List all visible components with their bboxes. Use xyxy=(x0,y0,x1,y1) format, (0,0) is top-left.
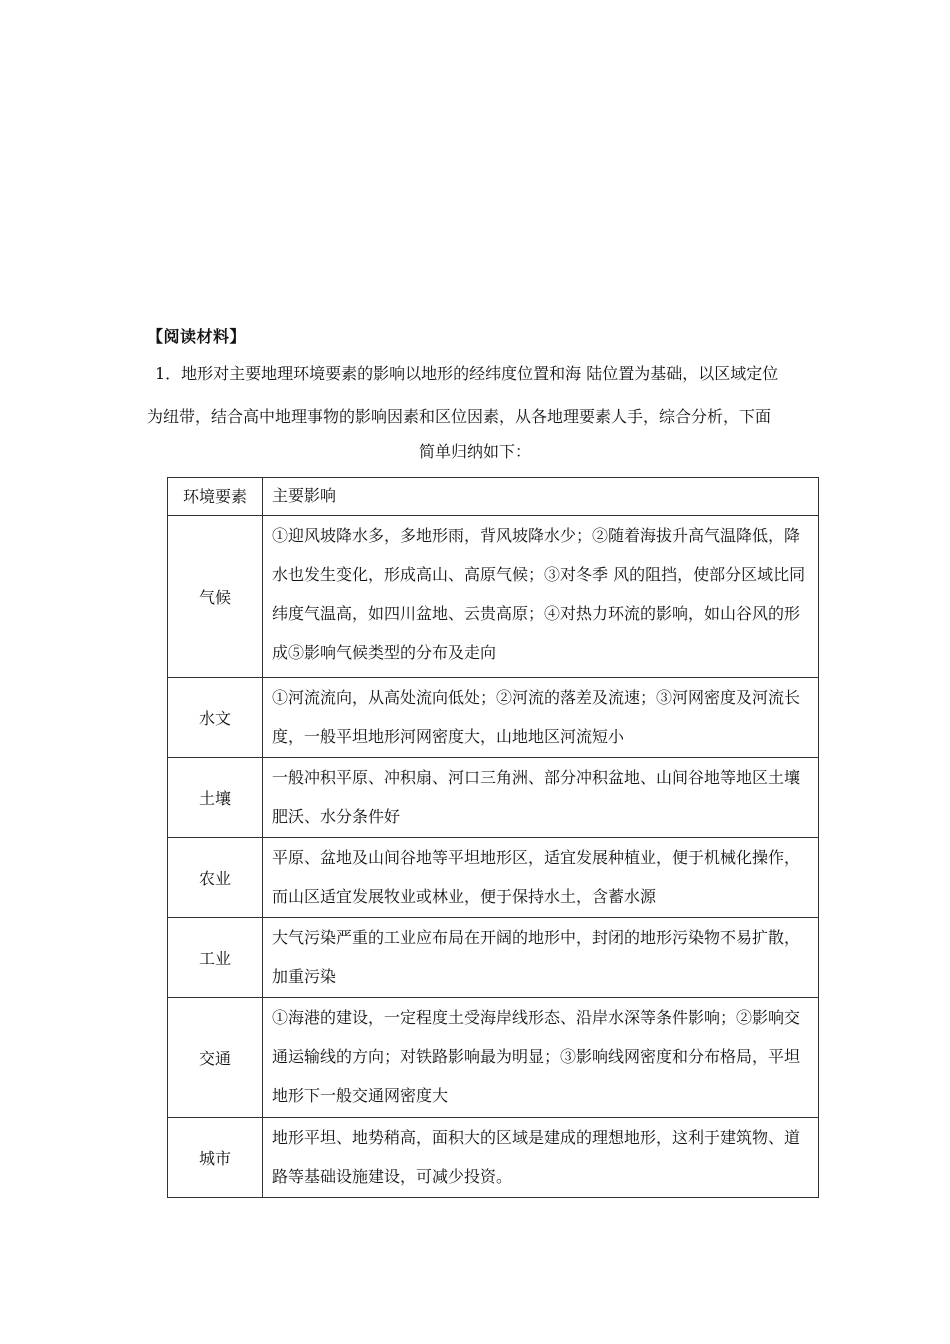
row-key-hydrology: 水文 xyxy=(168,678,263,758)
header-key-cell: 环境要素 xyxy=(168,478,263,516)
row-key-agriculture: 农业 xyxy=(168,838,263,918)
row-value-agriculture: 平原、盆地及山间谷地等平坦地形区，适宜发展种植业，便于机械化操作，而山区适宜发展牧业或林业，便于保持水土，含蓄水源 xyxy=(263,838,819,918)
table-row xyxy=(168,1118,819,1198)
row-value-climate: ①迎风坡降水多，多地形雨，背风坡降水少；②随着海拔升高气温降低，降水也发生变化，形成高山、高原气候；③对冬季 风的阻挡，使部分区域比同纬度气温高，如四川盆地、云贵高原；④对热力环流的影响，如山谷风的形成⑤影响气候类型的分布及走向 xyxy=(263,516,819,678)
table-header-row xyxy=(168,478,819,516)
table-row xyxy=(168,678,819,758)
intro-paragraph xyxy=(147,352,823,438)
reading-heading: 【阅读材料】 xyxy=(147,327,247,346)
header-value-cell: 主要影响 xyxy=(263,478,819,516)
intro-line-3: 简单归纳如下： xyxy=(418,442,531,461)
table-row xyxy=(168,998,819,1118)
table-row xyxy=(168,918,819,998)
row-key-climate: 气候 xyxy=(168,516,263,678)
row-value-transport: ①海港的建设，一定程度土受海岸线形态、沿岸水深等条件影响；②影响交通运输线的方向；对铁路影响最为明显；③影响线网密度和分布格局，平坦地形下一般交通网密度大 xyxy=(263,998,819,1118)
row-value-hydrology: ①河流流向，从高处流向低处；②河流的落差及流速；③河网密度及河流长度，一般平坦地形河网密度大，山地地区河流短小 xyxy=(263,678,819,758)
row-value-soil: 一般冲积平原、冲积扇、河口三角洲、部分冲积盆地、山间谷地等地区土壤肥沃、水分条件好 xyxy=(263,758,819,838)
row-key-industry: 工业 xyxy=(168,918,263,998)
terrain-influence-table xyxy=(167,477,819,1198)
row-value-industry: 大气污染严重的工业应布局在开阔的地形中，封闭的地形污染物不易扩散，加重污染 xyxy=(263,918,819,998)
table-row xyxy=(168,516,819,678)
table-row xyxy=(168,758,819,838)
intro-line-1: 1．地形对主要地理环境要素的影响以地形的经纬度位置和海 陆位置为基础，以区域定位 xyxy=(155,364,779,383)
row-key-transport: 交通 xyxy=(168,998,263,1118)
table-row xyxy=(168,838,819,918)
row-key-city: 城市 xyxy=(168,1118,263,1198)
intro-line-2: 为纽带，结合高中地理事物的影响因素和区位因素，从各地理要素人手，综合分析，下面 xyxy=(147,407,772,426)
row-key-soil: 土壤 xyxy=(168,758,263,838)
row-value-city: 地形平坦、地势稍高，面积大的区域是建成的理想地形，这利于建筑物、道路等基础设施建设，可减少投资。 xyxy=(263,1118,819,1198)
